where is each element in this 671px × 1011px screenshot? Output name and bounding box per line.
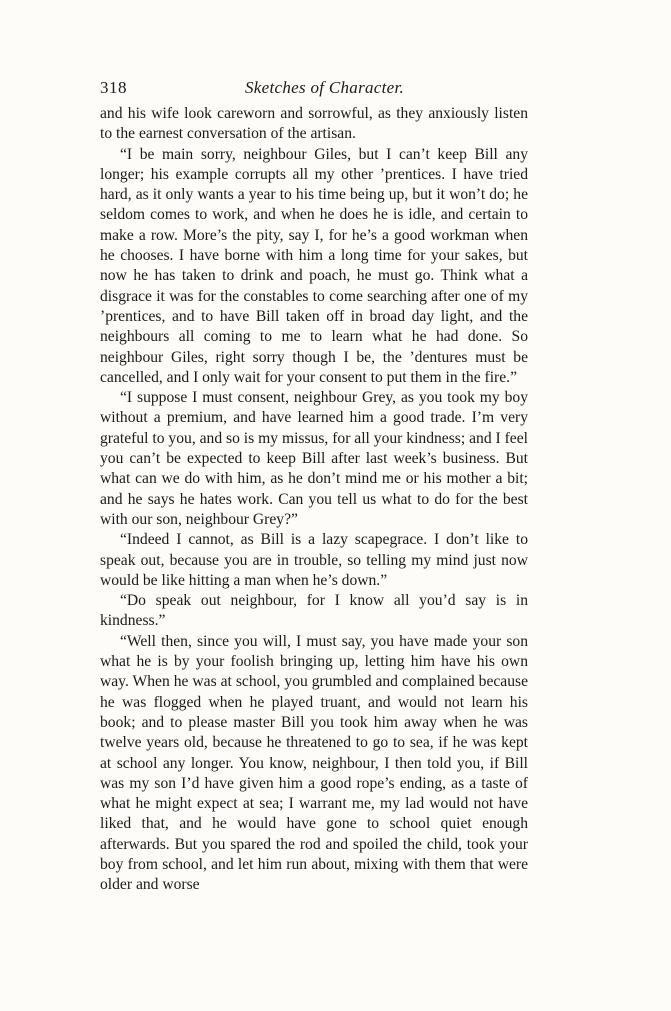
- paragraph-3: “I suppose I must consent, neighbour Grey, as you took my boy without a premium, and have learned him a good trade. I’m very grateful to you, and so is my missus, for all your kindness; and I feel you can’t be expected to keep Bill after last week’s business. But what can we do with him, as he don’t mind me or his mother a bit; and he says he hates work. Can you tell us what to do for the best with our son, neighbour Grey?”: [100, 389, 528, 528]
- body-text: [100, 104, 528, 896]
- paragraph-2: “I be main sorry, neighbour Giles, but I can’t keep Bill any longer; his example corrupts all my other ’prentices. I have tried hard, as it only wants a year to his time being up, but it won’t do; he seldom comes to work, and when he does he is idle, and certain to make a row. More’s the pity, say I, for he’s a good workman when he chooses. I have borne with him a long time for your sakes, but now he has taken to drink and poach, he must go. Think what a disgrace it was for the constables to come searching after one of my ’prentices, and to have Bill taken off in broad day light, and the neighbours all coming to me to learn what he had done. So neighbour Giles, right sorry though I be, the ’dentures must be cancelled, and I only wait for your consent to put them in the fire.”: [100, 145, 528, 386]
- running-head: [100, 78, 528, 104]
- paragraph-4: “Indeed I cannot, as Bill is a lazy scapegrace. I don’t like to speak out, because you are in trouble, so telling my mind just now would be like hitting a man when he’s down.”: [100, 531, 528, 589]
- paragraph-5: “Do speak out neighbour, for I know all you’d say is in kindness.”: [100, 592, 528, 630]
- book-page: [100, 78, 528, 896]
- paragraph-6: “Well then, since you will, I must say, you have made your son what he is by your foolish bringing up, letting him have his own way. When he was at school, you grumbled and complained because he was flogged when he played truant, and would not learn his book; and to please master Bill you took him away when he was twelve years old, because he threatened to go to sea, if he was kept at school any longer. You know, neighbour, I then told you, if Bill was my son I’d have given him a good rope’s ending, as a taste of what he might expect at sea; I warrant me, my lad would not have liked that, and he would have gone to school quiet enough afterwards. But you spared the rod and spoiled the child, took your boy from school, and let him run about, mixing with them that were older and worse: [100, 632, 528, 894]
- page-number: 318: [100, 78, 127, 97]
- paragraph-1: and his wife look careworn and sorrowful, as they anxiously listen to the earnest conversation of the artisan.: [100, 105, 528, 143]
- running-title: Sketches of Character.: [245, 78, 405, 97]
